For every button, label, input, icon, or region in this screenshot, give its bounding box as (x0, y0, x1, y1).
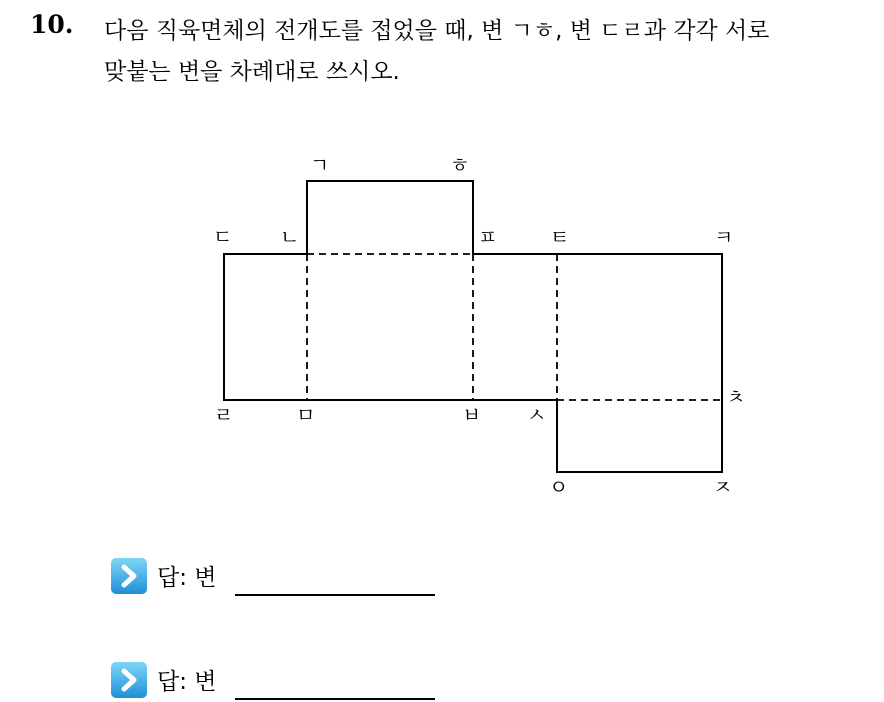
answer-label: 답: 변 (157, 669, 217, 695)
vertex-label-g: ㄱ (310, 153, 330, 177)
vertex-label-r: ㄹ (214, 403, 234, 427)
answer-blank[interactable] (235, 594, 435, 596)
vertex-label-o: ㅇ (549, 475, 569, 499)
vertex-label-ch: ㅊ (726, 385, 746, 409)
vertex-label-h: ㅎ (450, 153, 470, 177)
vertex-label-k: ㅋ (714, 225, 734, 249)
net-fold-lines (307, 254, 722, 400)
question-number: 10. (30, 10, 74, 39)
chevron-right-icon (111, 662, 147, 698)
question-text-line-2: 맞붙는 변을 차례대로 쓰시오. (104, 59, 400, 85)
vertex-label-m: ㅁ (296, 403, 316, 427)
vertex-label-t: ㅌ (550, 225, 570, 249)
answer-blank[interactable] (235, 698, 435, 700)
chevron-right-icon (111, 558, 147, 594)
vertex-label-n: ㄴ (280, 225, 300, 249)
vertex-label-s: ㅅ (527, 403, 547, 427)
vertex-label-p: ㅍ (478, 225, 498, 249)
question-text-line-1: 다음 직육면체의 전개도를 접었을 때, 변 ㄱㅎ, 변 ㄷㄹ과 각각 서로 (104, 18, 770, 44)
vertex-label-b: ㅂ (462, 403, 482, 427)
vertex-label-j: ㅈ (713, 475, 733, 499)
answer-label: 답: 변 (157, 565, 217, 591)
vertex-label-d: ㄷ (213, 225, 233, 249)
